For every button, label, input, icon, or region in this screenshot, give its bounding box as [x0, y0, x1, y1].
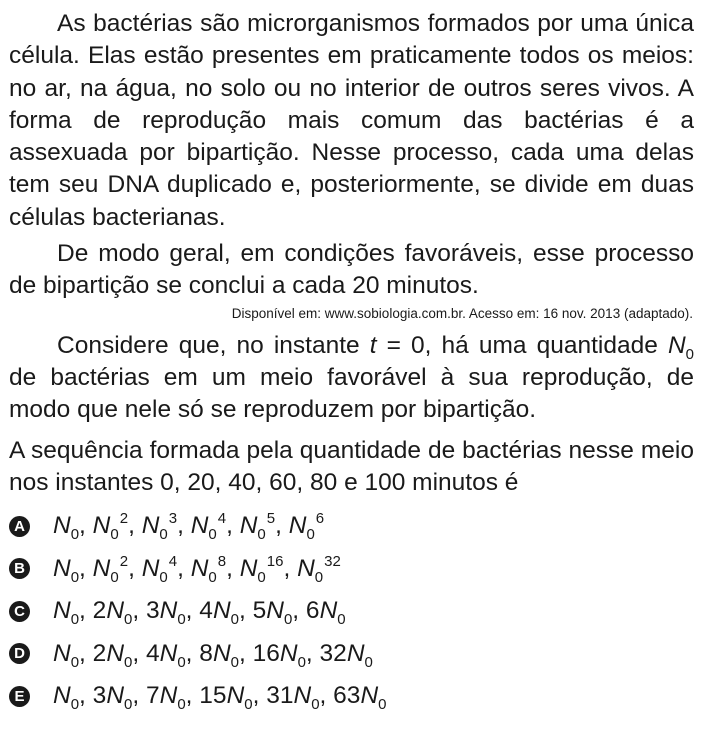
term-separator: , [319, 682, 334, 710]
term-variable: N [212, 639, 231, 667]
term-variable: N [159, 597, 178, 625]
term-coefficient: 8 [199, 639, 213, 667]
term-coefficient: 5 [252, 597, 267, 625]
term-subscript: 0 [337, 611, 346, 629]
term-subscript: 0 [364, 653, 373, 671]
option-a[interactable] [9, 505, 694, 548]
term-variable: N [106, 597, 125, 625]
term-subscript: 0 [124, 611, 133, 629]
initial-quantity-subscript: 0 [685, 345, 694, 363]
term-separator: , [292, 597, 306, 625]
term-variable: N [106, 682, 125, 710]
term-exponent: 2 [119, 510, 129, 528]
term-variable: N [53, 682, 71, 710]
term-variable: N [53, 639, 71, 667]
option-letter-badge: B [9, 558, 30, 579]
term-subscript: 0 [257, 568, 266, 586]
option-text [53, 510, 325, 544]
term-exponent: 8 [217, 552, 227, 570]
term-coefficient: 4 [145, 639, 160, 667]
term-subscript: 0 [124, 653, 133, 671]
term-coefficient: 3 [92, 682, 107, 710]
premise-text-start: Considere que, no instante [57, 331, 370, 359]
option-c[interactable] [9, 590, 694, 633]
term-separator: , [79, 682, 93, 710]
premise-text-end: de bactérias em um meio favorável à sua reprodução, de modo que nele só se reproduzem por bipartição. [9, 363, 694, 424]
term-subscript: 0 [159, 526, 168, 544]
term-separator: , [226, 512, 240, 540]
term-subscript: 0 [208, 568, 217, 586]
term-separator: , [132, 597, 146, 625]
term-separator: , [283, 554, 298, 582]
term-separator: , [305, 639, 320, 667]
term-variable: N [288, 512, 307, 540]
term-subscript: 0 [244, 696, 253, 714]
premise-paragraph [9, 330, 694, 427]
term-variable: N [226, 682, 245, 710]
term-exponent: 3 [168, 510, 178, 528]
term-separator: , [79, 554, 93, 582]
term-separator: , [226, 554, 240, 582]
term-separator: , [128, 554, 142, 582]
term-coefficient: 2 [92, 639, 107, 667]
term-subscript: 0 [177, 611, 186, 629]
option-text [53, 597, 346, 629]
term-variable: N [159, 682, 178, 710]
term-subscript: 0 [230, 611, 239, 629]
option-e[interactable] [9, 675, 694, 718]
term-separator: , [79, 597, 93, 625]
term-exponent: 4 [217, 510, 227, 528]
term-subscript: 0 [159, 568, 168, 586]
option-letter-badge: C [9, 601, 30, 622]
term-separator: , [128, 512, 142, 540]
term-subscript: 0 [70, 526, 80, 544]
term-variable: N [360, 682, 379, 710]
term-separator: , [79, 512, 93, 540]
term-coefficient: 6 [305, 597, 320, 625]
term-subscript: 0 [70, 611, 80, 629]
term-variable: N [159, 639, 178, 667]
term-variable: N [266, 597, 284, 625]
term-exponent: 6 [315, 510, 325, 528]
term-coefficient: 7 [145, 682, 160, 710]
term-variable: N [53, 597, 71, 625]
term-subscript: 0 [177, 696, 186, 714]
initial-quantity-variable: N [667, 331, 686, 359]
option-letter-badge: E [9, 686, 30, 707]
term-separator: , [185, 597, 200, 625]
term-separator: , [132, 639, 146, 667]
term-coefficient: 4 [199, 597, 213, 625]
term-variable: N [53, 554, 71, 582]
term-variable: N [53, 512, 71, 540]
option-text [53, 639, 373, 671]
term-exponent: 32 [324, 552, 341, 570]
term-variable: N [190, 554, 209, 582]
term-subscript: 0 [314, 568, 324, 586]
term-variable: N [293, 682, 312, 710]
term-subscript: 0 [257, 526, 266, 544]
term-variable: N [346, 639, 365, 667]
term-variable: N [297, 554, 315, 582]
term-subscript: 0 [297, 653, 306, 671]
term-subscript: 0 [177, 653, 186, 671]
term-variable: N [279, 639, 298, 667]
term-subscript: 0 [110, 568, 119, 586]
term-subscript: 0 [70, 568, 80, 586]
term-variable: N [92, 554, 111, 582]
time-variable: t [369, 331, 377, 359]
term-separator: , [238, 597, 253, 625]
term-subscript: 0 [70, 653, 80, 671]
term-separator: , [185, 682, 200, 710]
term-exponent: 16 [266, 552, 284, 570]
term-subscript: 0 [311, 696, 320, 714]
term-variable: N [190, 512, 209, 540]
premise-equation: = 0, há uma quantidade [376, 331, 668, 359]
option-text [53, 552, 341, 586]
term-coefficient: 16 [252, 639, 280, 667]
question-page [9, 8, 694, 718]
term-subscript: 0 [306, 526, 315, 544]
term-variable: N [239, 554, 258, 582]
term-separator: , [185, 639, 200, 667]
term-separator: , [177, 554, 191, 582]
answer-options [9, 505, 694, 718]
term-coefficient: 2 [92, 597, 107, 625]
question-stem: A sequência formada pela quantidade de bactérias nesse meio nos instantes 0, 20, 40, 60, 80 e 100 minutos é [9, 436, 694, 496]
term-subscript: 0 [230, 653, 239, 671]
term-variable: N [212, 597, 231, 625]
term-subscript: 0 [283, 611, 293, 629]
term-separator: , [132, 682, 146, 710]
option-d[interactable] [9, 633, 694, 676]
term-separator: , [79, 639, 93, 667]
term-coefficient: 15 [199, 682, 227, 710]
term-variable: N [92, 512, 111, 540]
term-separator: , [177, 512, 191, 540]
term-coefficient: 31 [266, 682, 294, 710]
term-separator: , [275, 512, 289, 540]
term-subscript: 0 [70, 696, 80, 714]
term-exponent: 4 [168, 552, 178, 570]
term-variable: N [106, 639, 125, 667]
term-separator: , [238, 639, 253, 667]
term-coefficient: 32 [319, 639, 347, 667]
term-subscript: 0 [110, 526, 119, 544]
term-subscript: 0 [378, 696, 387, 714]
term-separator: , [252, 682, 267, 710]
term-exponent: 5 [266, 510, 276, 528]
intro-paragraph: As bactérias são microrganismos formados por uma única célula. Elas estão presentes em praticamente todos os meios: no ar, na água, no solo ou no interior de outros seres vivos. A forma de reprodução mais comum das bactérias é a assexuada por bipartição. Nesse processo, cada uma delas tem seu DNA duplicado e, posteriormente, se divide em duas células bacterianas. [9, 10, 694, 231]
option-letter-badge: A [9, 516, 30, 537]
term-coefficient: 63 [333, 682, 361, 710]
term-variable: N [239, 512, 258, 540]
term-variable: N [141, 554, 160, 582]
term-variable: N [141, 512, 160, 540]
term-variable: N [319, 597, 338, 625]
option-letter-badge: D [9, 643, 30, 664]
term-coefficient: 3 [145, 597, 160, 625]
option-text [53, 682, 387, 714]
term-subscript: 0 [124, 696, 133, 714]
condition-paragraph: De modo geral, em condições favoráveis, esse processo de bipartição se conclui a cada 20 minutos. [9, 240, 694, 300]
source-citation: Disponível em: www.sobiologia.com.br. Acesso em: 16 nov. 2013 (adaptado). [231, 305, 693, 321]
option-b[interactable] [9, 548, 694, 591]
term-exponent: 2 [119, 552, 129, 570]
term-subscript: 0 [208, 526, 217, 544]
